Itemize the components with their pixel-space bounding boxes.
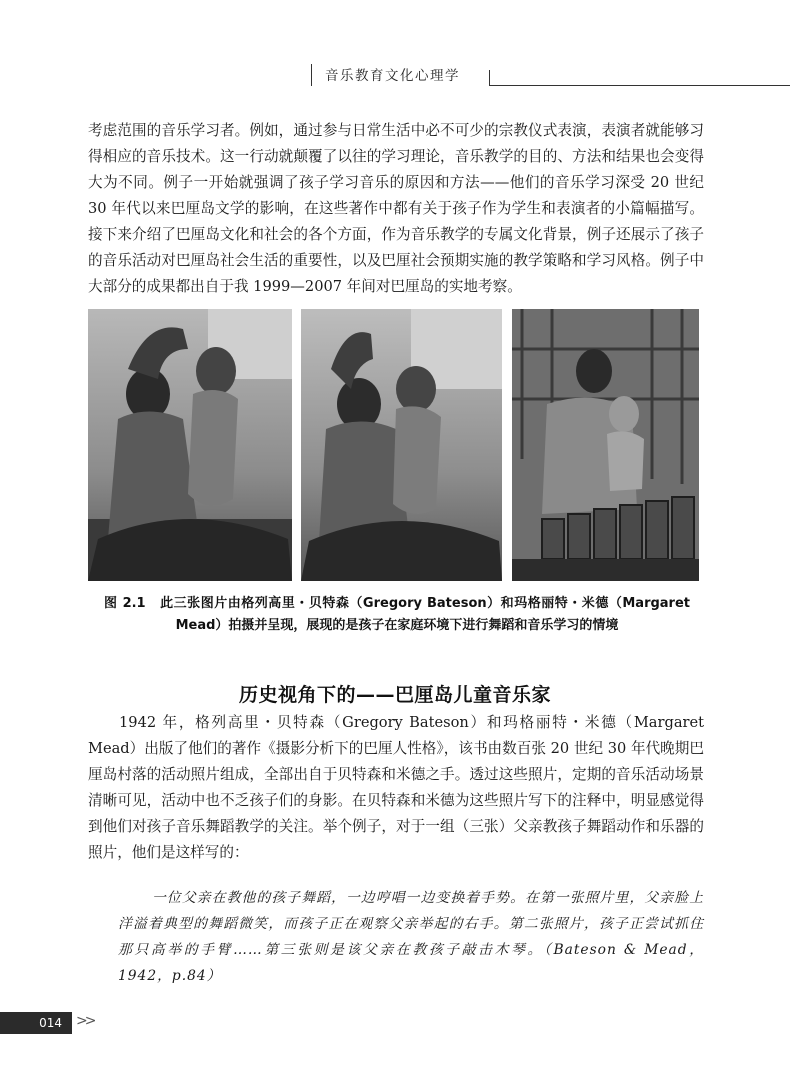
body-paragraph: 1942 年，格列高里・贝特森（Gregory Bateson）和玛格丽特・米德（Margaret Mead）出版了他们的著作《摄影分析下的巴厘人性格》，该书由数百张 20 世纪 30 年代晚期巴厘岛村落的活动照片组成，全部出自于贝特森和米德之手。透过这些照片，定期的音乐活动场景清晰可见，活动中也不乏孩子们的身影。在贝特森和米德为这些照片写下的注释中，明显感觉得到他们对孩子音乐舞蹈教学的关注。举个例子，对于一组（三张）父亲教孩子舞蹈动作和乐器的照片，他们是这样写的： xyxy=(88,714,704,861)
header-rule xyxy=(489,85,790,86)
block-quote: 一位父亲在教他的孩子舞蹈，一边哼唱一边变换着手势。在第一张照片里，父亲脸上洋溢着典型的舞蹈微笑，而孩子正在观察父亲举起的右手。第二张照片，孩子正尝试抓住那只高举的手臂……第三张则是该父亲在教孩子敲击木琴。（Bateson & Mead，1942，p.84） xyxy=(118,890,704,984)
header-divider xyxy=(311,64,312,86)
figure-caption xyxy=(104,593,690,637)
double-chevron-icon: >> xyxy=(76,1013,94,1029)
figure-photo-father-child-dance-2 xyxy=(301,309,502,581)
body-paragraph: 考虑范围的音乐学习者。例如，通过参与日常生活中必不可少的宗教仪式表演，表演者就能够习得相应的音乐技术。这一行动就颠覆了以往的学习理论，音乐教学的目的、方法和结果也会变得大为不同。例子一开始就强调了孩子学习音乐的原因和方法——他们的音乐学习深受 20 世纪 30 年代以来巴厘岛文学的影响，在这些著作中都有关于孩子作为学生和表演者的小篇幅描写。接下来介绍了巴厘岛文化和社会的各个方面，作为音乐教学的专属文化背景，例子还展示了孩子的音乐活动对巴厘岛社会生活的重要性，以及巴厘社会预期实施的教学策略和学习风格。例子中大部分的成果都出自于我 1999—2007 年间对巴厘岛的实地考察。 xyxy=(88,122,704,295)
running-header xyxy=(303,62,790,88)
figure-photo-father-child-dance-1 xyxy=(88,309,292,581)
section-heading: 历史视角下的——巴厘岛儿童音乐家 xyxy=(238,684,551,706)
figure-photo-father-child-xylophone xyxy=(512,309,699,581)
header-divider xyxy=(489,70,490,86)
figure-caption-text: 此三张图片由格列高里・贝特森（Gregory Bateson）和玛格丽特・米德（Margaret Mead）拍摄并呈现，展现的是孩子在家庭环境下进行舞蹈和音乐学习的情境 xyxy=(159,596,691,633)
page-number: 014 xyxy=(0,1012,72,1034)
figure-number: 图 2.1 xyxy=(104,596,146,611)
book-title: 音乐教育文化心理学 xyxy=(325,68,460,84)
